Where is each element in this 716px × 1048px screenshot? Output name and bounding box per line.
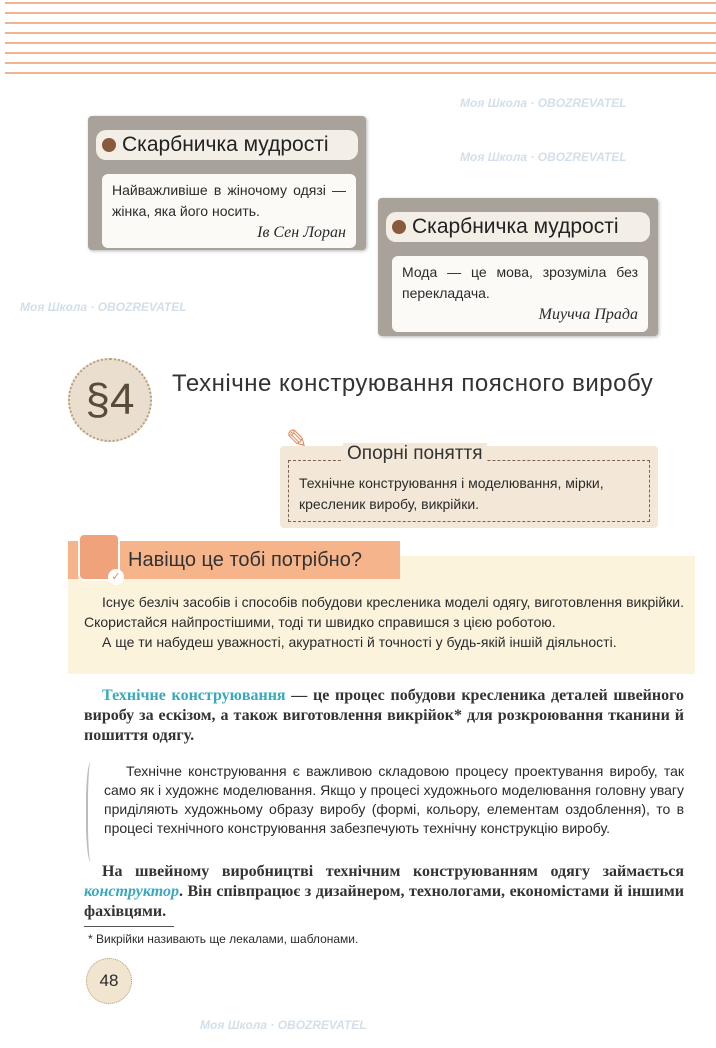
why-body xyxy=(84,592,684,652)
watermark: Моя Школа · OBOZREVATEL xyxy=(20,300,187,314)
pencil-icon: ✎ xyxy=(286,424,308,454)
checklist-icon xyxy=(78,533,120,581)
constructor-text: На швейному виробництві технічним конструюванням одягу займається xyxy=(102,863,684,880)
wisdom-header: Скарбничка мудрості xyxy=(122,133,329,156)
watermark: Моя Школа · OBOZREVATEL xyxy=(200,1018,367,1032)
definition xyxy=(84,686,684,746)
brace-decoration xyxy=(86,762,98,862)
section-title: Технічне конструювання поясного виробу xyxy=(172,370,654,397)
footnote: * Викрійки називають ще лекалами, шаблонами. xyxy=(88,932,359,946)
definition-term: Технічне конструювання xyxy=(102,687,286,704)
quote-author: Миучча Прада xyxy=(538,306,638,323)
key-concepts-box xyxy=(280,443,658,528)
wisdom-box-2 xyxy=(378,198,658,336)
constructor-paragraph xyxy=(84,862,684,922)
footnote-divider xyxy=(84,926,174,927)
quote-text: Мода — це мова, зрозуміла без перекладача. xyxy=(402,264,638,301)
wisdom-header: Скарбничка мудрості xyxy=(412,215,619,238)
quote-author: Ів Сен Лоран xyxy=(257,224,346,241)
section-badge: §4 xyxy=(68,358,152,442)
constructor-text-end: . Він співпрацює з дизайнером, технологами, економістами й іншими фахівцями. xyxy=(84,883,684,920)
why-paragraph: Існує безліч засобів і способів побудови кресленика моделі одягу, виготовлення викрійки. Скористайся найпростішими, тоді ти швидко справишся з цією роботою. xyxy=(84,594,684,630)
header-stripes xyxy=(5,2,716,76)
constructor-term: конструктор xyxy=(84,883,179,900)
watermark: Моя Школа · OBOZREVATEL xyxy=(460,96,627,110)
aside-paragraph: Технічне конструювання є важливою складовою процесу проектування виробу, так само як і художнє моделювання. Якщо у процесі художнього моделювання головну увагу приділяють художньому образу виробу (формі, кольору, елементам оздоблення), то в процесі технічного конструювання забезпечують технічну конструкцію виробу. xyxy=(104,763,684,836)
button-icon xyxy=(102,138,116,152)
why-paragraph: А ще ти набудеш уважності, акуратності й точності у будь-якій іншій діяльності. xyxy=(102,634,617,650)
key-concepts-header: Опорні поняття xyxy=(343,443,487,465)
definition-text: — це процес побудови кресленика деталей швейного виробу за ескізом, а також виготовлення викрійок* для розкроювання тканини й пошиття одягу. xyxy=(84,687,684,744)
button-icon xyxy=(392,220,406,234)
aside-text xyxy=(104,762,684,838)
page-number: 48 xyxy=(86,958,132,1004)
why-header-text: Навіщо це тобі потрібно? xyxy=(128,548,362,571)
wisdom-box-1 xyxy=(88,116,366,250)
key-concepts-text: Технічне конструювання і моделювання, мірки, кресленик виробу, викрійки. xyxy=(299,475,604,512)
quote-text: Найважливіше в жіночому одязі — жінка, яка його носить. xyxy=(112,182,346,219)
watermark: Моя Школа · OBOZREVATEL xyxy=(460,150,627,164)
